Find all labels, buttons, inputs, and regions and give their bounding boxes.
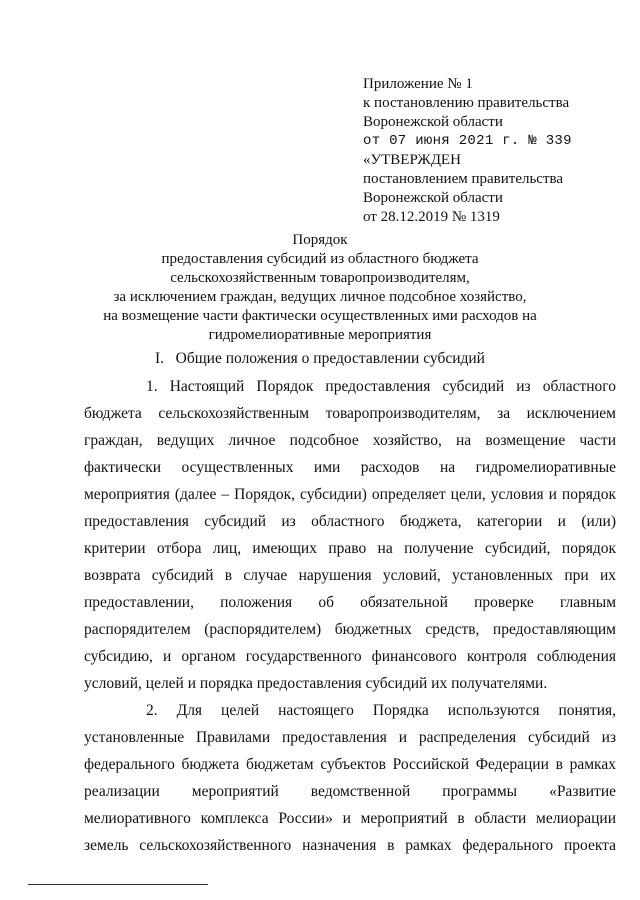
paragraph-2-line: мелиоративного комплекса России» и мероприятий в области мелиорации [84,810,616,827]
section-heading: I. Общие положения о предоставлении субсидий [155,350,485,367]
paragraph-1-line: бюджета сельскохозяйственным товаропроизводителям, за исключением [84,405,616,422]
footnote-separator [28,884,208,885]
paragraph-1-line: мероприятия (далее – Порядок, субсидии) определяет цели, условия и порядок [84,486,616,503]
paragraph-1-line: возврата субсидий в случае нарушения условий, установленных при их [84,567,616,584]
paragraph-1-line: субсидию, и органом государственного финансового контроля соблюдения [84,648,616,665]
appendix-line: Приложение № 1 [363,76,473,92]
appendix-line: Воронежской области [363,190,503,206]
paragraph-1-line: 1. Настоящий Порядок предоставления субсидий из областного [146,378,616,395]
paragraph-2-line: 2. Для целей настоящего Порядка используются понятия, [146,702,616,719]
title-line: на возмещение части фактически осуществленных ими расходов на [103,308,537,324]
document-body [84,373,616,859]
title-line: сельскохозяйственным товаропроизводителям, [170,270,470,286]
paragraph-1-line: критерии отбора лиц, имеющих право на получение субсидий, порядок [84,540,616,557]
appendix-line: к постановлению правительства [363,95,570,111]
appendix-line: Воронежской области [363,114,503,130]
approved-label: «УТВЕРЖДЕН [363,152,461,168]
document-title [60,231,580,345]
appendix-line: постановлением правительства [363,171,564,187]
paragraph-1-line: граждан, ведущих личное подсобное хозяйство, на возмещение части [84,432,616,449]
paragraph-2-line: федерального бюджета бюджетам субъектов Российской Федерации в рамках [84,756,616,773]
paragraph-1-line: предоставлении, положения об обязательной проверке главным [84,594,616,611]
paragraph-2-line: реализации мероприятий ведомственной программы «Развитие [84,783,616,800]
paragraph-1-line: распорядителем (распорядителем) бюджетных средств, предоставляющим [84,621,616,638]
paragraph-2-line: установленные Правилами предоставления и распределения субсидий из [84,729,616,746]
title-line: предоставления субсидий из областного бюджета [161,251,479,267]
paragraph-2-line: земель сельскохозяйственного назначения в рамках федерального проекта [84,837,616,854]
appendix-header [363,75,623,227]
title-line: Порядок [292,232,348,248]
appendix-date-stamp: от 07 июня 2021 г. № 339 [363,133,572,149]
title-line: гидромелиоративные мероприятия [208,327,432,343]
paragraph-1-line: условий, целей и порядка предоставления субсидий их получателями. [84,675,548,692]
paragraph-1-line: фактически осуществленных ими расходов на гидромелиоративные [84,459,616,476]
appendix-line: от 28.12.2019 № 1319 [363,209,500,225]
paragraph-1-line: предоставления субсидий из областного бюджета, категории и (или) [84,513,616,530]
title-line: за исключением граждан, ведущих личное подсобное хозяйство, [113,289,527,305]
